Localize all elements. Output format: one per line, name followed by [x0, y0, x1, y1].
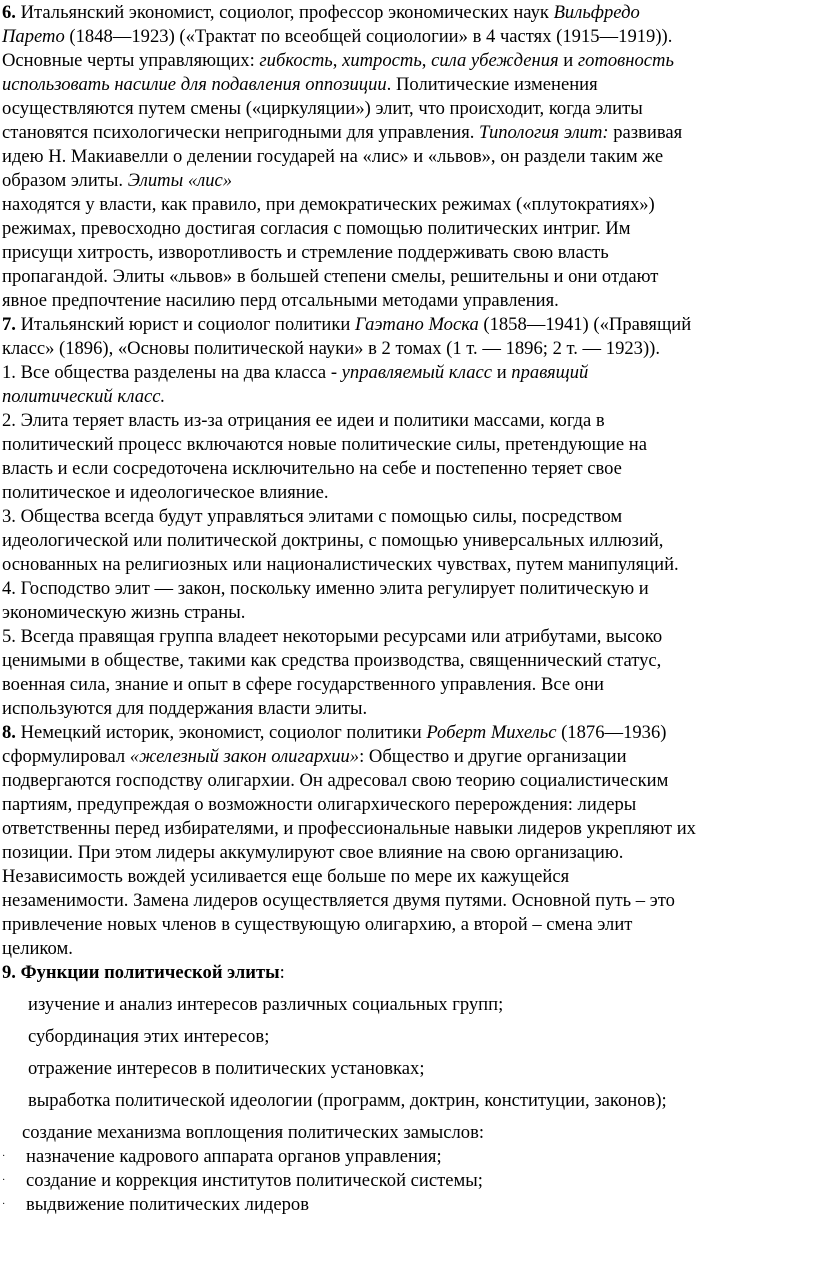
text-line — [2, 122, 682, 144]
text-run: (1876—1936) — [556, 722, 667, 743]
text-line — [2, 842, 623, 864]
text-line — [2, 98, 643, 120]
text-run: . Политические изменения — [386, 74, 598, 95]
text-run: Элиты «лис» — [127, 170, 233, 191]
text-run: подвергаются господству олигархии. Он адресовал свою теорию социалистическим — [2, 770, 669, 791]
text-run: субординация этих интересов; — [28, 1026, 270, 1047]
text-line — [2, 314, 691, 336]
text-run: идеологической или политической доктрины, с помощью универсальных иллюзий, — [2, 530, 664, 551]
text-run: целиком. — [2, 938, 73, 959]
text-line — [2, 866, 569, 888]
text-run: образом элиты. — [2, 170, 128, 191]
text-run: партиям, предупреждая о возможности олигархического перерождения: лидеры — [2, 794, 637, 815]
text-run: используются для поддержания власти элиты. — [2, 698, 368, 719]
text-line — [2, 338, 660, 360]
text-run: Немецкий историк, экономист, социолог политики — [15, 722, 427, 743]
text-line — [2, 194, 655, 216]
text-run: Парето — [2, 26, 65, 47]
text-line — [2, 146, 663, 168]
text-run: , — [332, 50, 343, 71]
text-run: хитрость — [342, 50, 422, 71]
text-run: пропагандой. Элиты «львов» в большей степени смелы, решительны и они отдают — [2, 266, 659, 287]
text-run: сформулировал — [2, 746, 130, 767]
text-run: незаменимости. Замена лидеров осуществляется двумя путями. Основной путь – это — [2, 890, 675, 911]
text-line — [2, 506, 622, 528]
text-run: , — [421, 50, 432, 71]
text-run: 1. Все общества разделены на два класса - — [2, 362, 342, 383]
text-line — [28, 1058, 425, 1080]
text-run: правящий — [511, 362, 589, 383]
text-line — [2, 170, 232, 192]
bullet-marker: · — [2, 1199, 6, 1210]
text-run: 6. — [2, 2, 16, 23]
text-run: отражение интересов в политических установках; — [28, 1058, 425, 1079]
text-run: основанных на религиозных или националистических чувствах, путем манипуляций. — [2, 554, 679, 575]
text-line — [28, 994, 503, 1016]
text-run: : Общество и другие организации — [359, 746, 627, 767]
text-line — [2, 554, 679, 576]
text-line — [2, 386, 165, 408]
text-run: идею Н. Макиавелли о делении государей на «лис» и «львов», он раздели таким же — [2, 146, 664, 167]
text-run: 5. Всегда правящая группа владеет некоторыми ресурсами или атрибутами, высоко — [2, 626, 663, 647]
text-run: привлечение новых членов в существующую олигархию, а второй – смена элит — [2, 914, 633, 935]
text-line — [2, 218, 631, 240]
text-line — [2, 818, 696, 840]
text-run: развивая — [608, 122, 683, 143]
text-run: 3. Общества всегда будут управляться элитами с помощью силы, посредством — [2, 506, 623, 527]
text-line — [2, 434, 647, 456]
text-line — [2, 362, 588, 384]
text-line — [2, 746, 627, 768]
text-run: Итальянский экономист, социолог, профессор экономических наук — [15, 2, 554, 23]
text-line — [2, 50, 674, 72]
text-line — [2, 938, 73, 960]
text-run: Роберт Михельс — [426, 722, 557, 743]
text-run: 4. Господство элит — закон, поскольку именно элита регулирует политическую и — [2, 578, 649, 599]
text-run: присущи хитрость, изворотливость и стремление поддерживать свою власть — [2, 242, 609, 263]
text-run: экономическую жизнь страны. — [2, 602, 246, 623]
text-run: сила убеждения — [431, 50, 559, 71]
text-run: политический процесс включаются новые политические силы, претендующие на — [2, 434, 647, 455]
text-line — [2, 794, 636, 816]
text-line — [2, 290, 559, 312]
text-line — [26, 1194, 309, 1216]
text-line — [2, 410, 605, 432]
text-run: осуществляются путем смены («циркуляции») элит, что происходит, когда элиты — [2, 98, 643, 119]
text-line — [2, 482, 329, 504]
text-run: выдвижение политических лидеров — [26, 1194, 309, 1215]
text-line — [2, 74, 598, 96]
text-run: и — [558, 50, 578, 71]
text-run: изучение и анализ интересов различных социальных групп; — [28, 994, 504, 1015]
text-run: становятся психологически непригодными для управления. — [2, 122, 480, 143]
text-run: власть и если сосредоточена исключительно на себе и постепенно теряет свое — [2, 458, 622, 479]
text-run: политический класс. — [2, 386, 166, 407]
text-line — [22, 1122, 484, 1144]
text-run: режимах, превосходно достигая согласия с помощью политических интриг. Им — [2, 218, 631, 239]
text-run: гибкость — [259, 50, 333, 71]
text-run: ценимыми в обществе, такими как средства производства, священнический статус, — [2, 650, 662, 671]
text-run: политическое и идеологическое влияние. — [2, 482, 329, 503]
text-run: использовать насилие для подавления оппозиции — [2, 74, 387, 95]
text-run: военная сила, знание и опыт в сфере государственного управления. Все они — [2, 674, 604, 695]
text-run: Вильфредо — [553, 2, 640, 23]
text-run: назначение кадрового аппарата органов управления; — [26, 1146, 442, 1167]
text-run: управляемый класс — [341, 362, 493, 383]
text-line — [2, 650, 661, 672]
text-run: готовность — [577, 50, 674, 71]
text-run: создание и коррекция институтов политической системы; — [26, 1170, 483, 1191]
text-line — [2, 578, 649, 600]
text-line — [2, 458, 622, 480]
text-line — [2, 890, 675, 912]
text-run: находятся у власти, как правило, при демократических режимах («плутократиях») — [2, 194, 655, 215]
text-run: 8. — [2, 722, 16, 743]
text-run: и — [492, 362, 512, 383]
text-run: 2. Элита теряет власть из-за отрицания ее идеи и политики массами, когда в — [2, 410, 605, 431]
text-run: Гаэтано Моска — [354, 314, 479, 335]
text-line — [2, 722, 666, 744]
text-run: (1858—1941) («Правящий — [478, 314, 692, 335]
text-run: выработка политической идеологии (программ, доктрин, конституции, законов); — [28, 1090, 667, 1111]
text-run: Итальянский юрист и социолог политики — [15, 314, 355, 335]
text-line — [2, 770, 668, 792]
text-run: : — [279, 962, 285, 983]
text-run: позиции. При этом лидеры аккумулируют свое влияние на свою организацию. — [2, 842, 624, 863]
text-run: создание механизма воплощения политических замыслов: — [22, 1122, 485, 1143]
text-line — [2, 698, 367, 720]
text-line — [2, 602, 245, 624]
text-line — [28, 1090, 667, 1112]
text-line — [2, 674, 604, 696]
text-run: «железный закон олигархии» — [129, 746, 360, 767]
text-line — [2, 962, 285, 984]
text-run: класс» (1896), «Основы политической науки» в 2 томах (1 т. — 1896; 2 т. — 1923)). — [2, 338, 660, 359]
text-run: (1848—1923) («Трактат по всеобщей социологии» в 4 частях (1915—1919)). — [64, 26, 673, 47]
text-run: Типология элит: — [479, 122, 609, 143]
text-run: Основные черты управляющих: — [2, 50, 260, 71]
text-line — [26, 1146, 442, 1168]
text-line — [2, 914, 632, 936]
text-run: 9. Функции политической элиты — [2, 962, 280, 983]
text-line — [28, 1026, 269, 1048]
text-line — [26, 1170, 483, 1192]
text-run: Независимость вождей усиливается еще больше по мере их кажущейся — [2, 866, 570, 887]
text-line — [2, 242, 609, 264]
text-line — [2, 530, 663, 552]
text-line — [2, 26, 672, 48]
bullet-marker: · — [2, 1175, 6, 1186]
text-run: явное предпочтение насилию перд отсальными методами управления. — [2, 290, 559, 311]
text-line — [2, 266, 658, 288]
bullet-marker: · — [2, 1151, 6, 1162]
text-run: 7. — [2, 314, 16, 335]
text-line — [2, 2, 640, 24]
text-run: ответственны перед избирателями, и профессиональные навыки лидеров укрепляют их — [2, 818, 696, 839]
text-line — [2, 626, 662, 648]
